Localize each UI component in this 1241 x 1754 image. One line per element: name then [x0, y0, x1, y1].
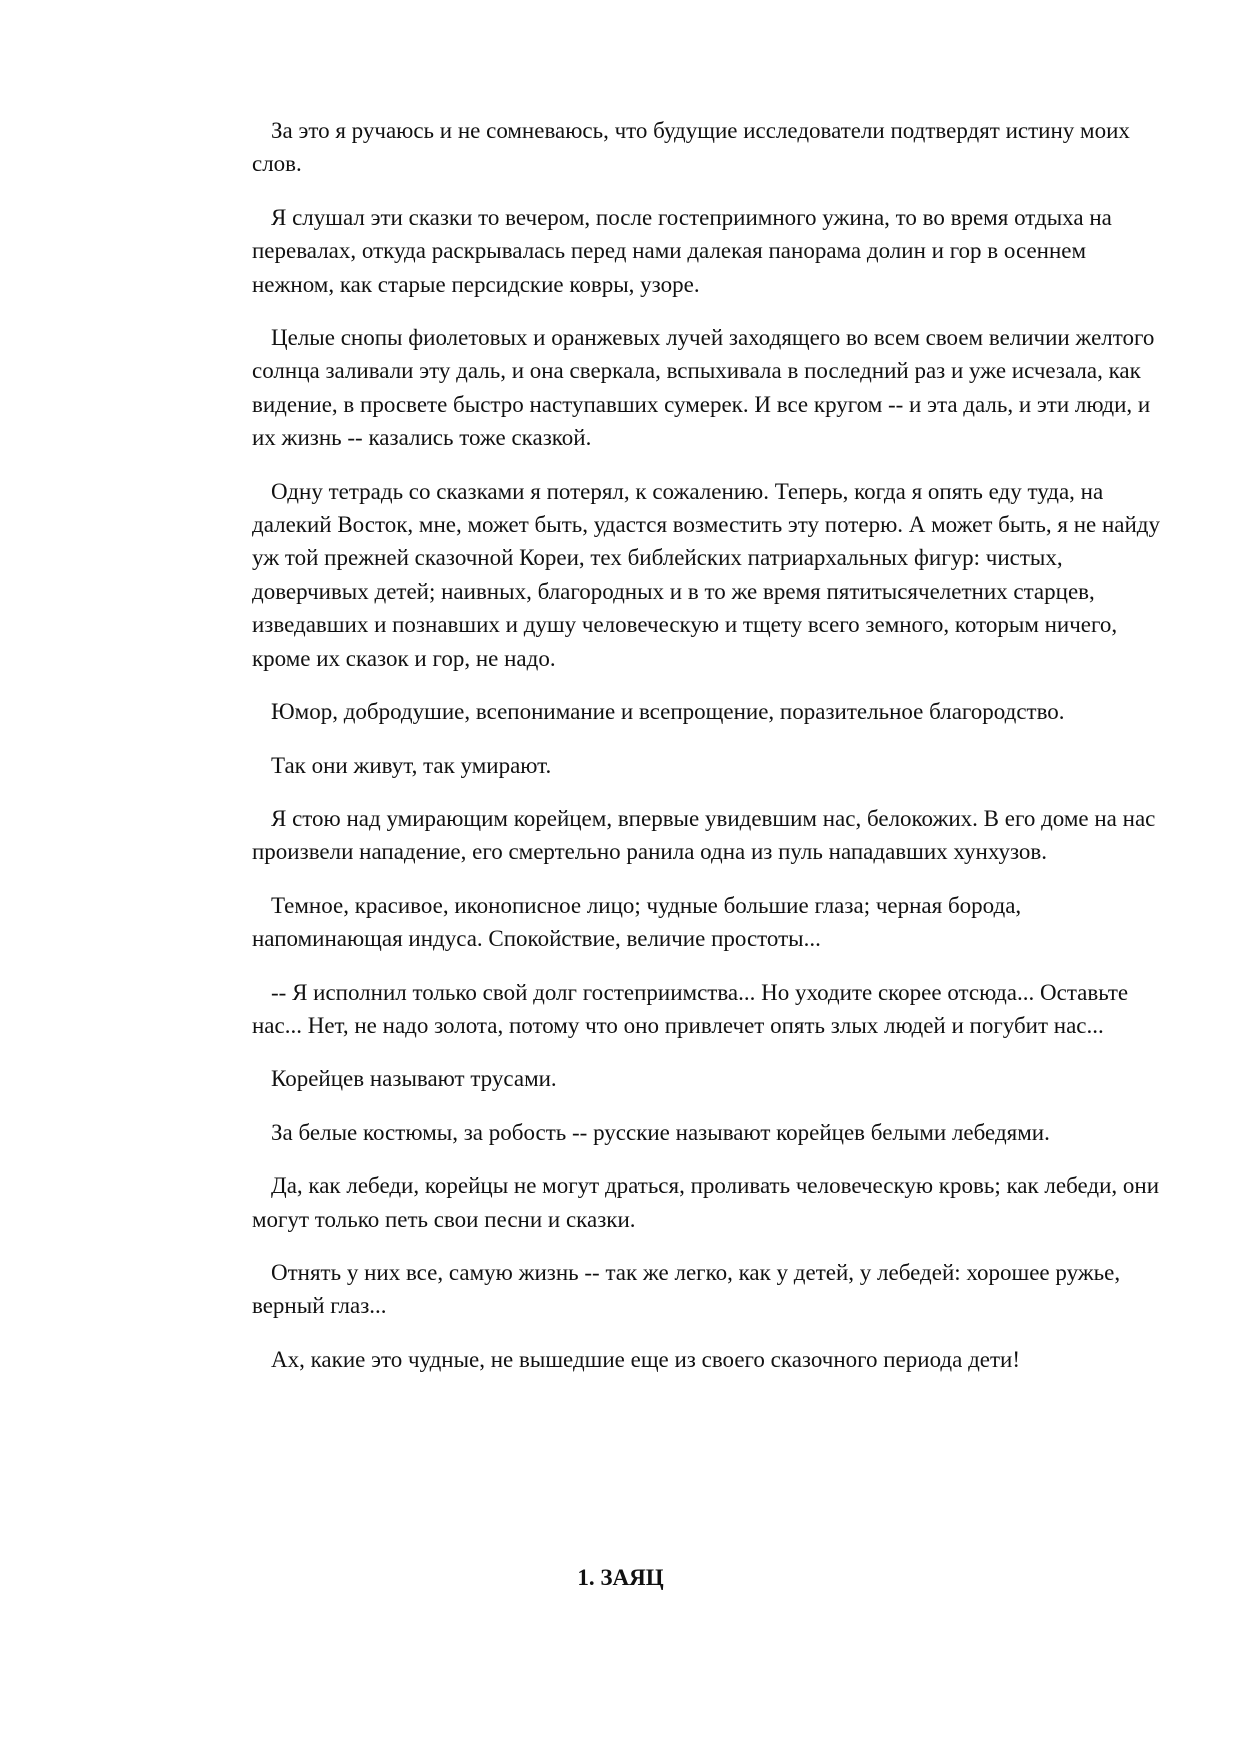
document-body: [252, 114, 1160, 1396]
paragraph: Да, как лебеди, корейцы не могут драться, проливать человеческую кровь; как лебеди, они могут только петь свои песни и сказки.: [252, 1173, 1160, 1232]
paragraph: Отнять у них все, самую жизнь -- так же легко, как у детей, у лебедей: хорошее ружье, верный глаз...: [252, 1259, 1121, 1319]
paragraph: Темное, красивое, иконописное лицо; чудные большие глаза; черная борода, напоминающая индуса. Спокойствие, величие простоты...: [252, 892, 1022, 952]
paragraph: Целые снопы фиолетовых и оранжевых лучей заходящего во всем своем величии желтого солнца заливали эту даль, и она сверкала, вспыхивала в последний раз и уже исчезала, как видение, в просвете быстро наступавших сумерек. И все кругом -- и эта даль, и эти люди, и их жизнь -- казались тоже сказкой.: [252, 325, 1155, 451]
paragraph: Так они живут, так умирают.: [271, 752, 552, 778]
paragraph: Я стою над умирающим корейцем, впервые увидевшим нас, белокожих. В его доме на нас произвели нападение, его смертельно ранила одна из пуль нападавших хунхузов.: [252, 805, 1156, 865]
paragraph: За это я ручаюсь и не сомневаюсь, что будущие исследователи подтвердят истину моих слов.: [252, 118, 1130, 177]
paragraph: Я слушал эти сказки то вечером, после гостеприимного ужина, то во время отдыха на перевалах, откуда раскрывалась перед нами далекая панорама долин и гор в осеннем нежном, как старые персидские ковры, узоре.: [252, 204, 1112, 297]
paragraph: Юмор, добродушие, всепонимание и всепрощение, поразительное благородство.: [271, 699, 1065, 725]
paragraph: Корейцев называют трусами.: [271, 1066, 557, 1092]
paragraph: -- Я исполнил только свой долг гостеприимства... Но уходите скорее отсюда... Оставьте нас... Нет, не надо золота, потому что оно привлечет опять злых людей и погубит нас...: [252, 979, 1129, 1038]
paragraph: За белые костюмы, за робость -- русские называют корейцев белыми лебедями.: [271, 1119, 1050, 1145]
paragraph: Одну тетрадь со сказками я потерял, к сожалению. Теперь, когда я опять еду туда, на далекий Восток, мне, может быть, удастся возместить эту потерю. А может быть, я не найду уж той прежней сказочной Кореи, тех библейских патриархальных фигур: чистых, доверчивых детей; наивных, благородных и в то же время пятитысячелетних старцев, изведавших и познавших и душу человеческую и тщету всего земного, которым ничего, кроме их сказок и гор, не надо.: [252, 478, 1161, 671]
chapter-heading: 1. ЗАЯЦ: [577, 1565, 664, 1590]
paragraph: Ах, какие это чудные, не вышедшие еще из своего сказочного периода дети!: [271, 1346, 1020, 1372]
